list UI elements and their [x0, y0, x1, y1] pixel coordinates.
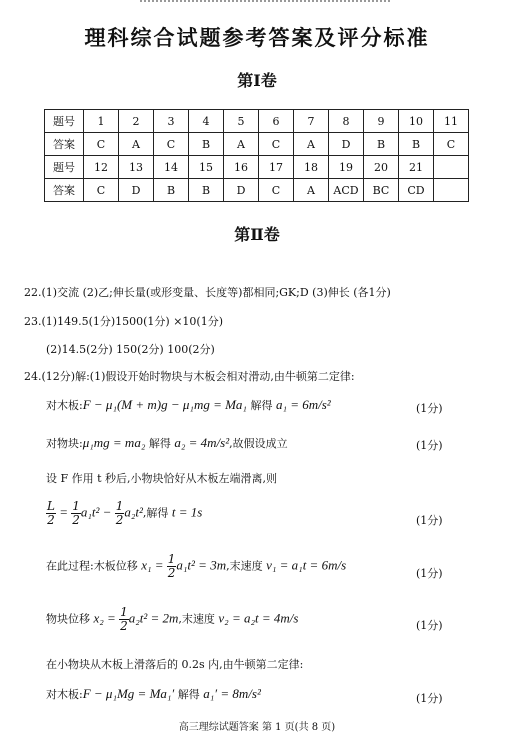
fraction [167, 553, 177, 580]
table-cell: C [434, 133, 469, 156]
score-label: (1分) [416, 619, 443, 632]
equation-result: t = 1s [171, 504, 203, 520]
table-cell: 8 [329, 110, 364, 133]
eq-block-displacement [46, 606, 298, 633]
table-cell: 9 [364, 110, 399, 133]
equation: F − μ₁Mg = Ma₁′ [82, 686, 175, 701]
score-label: (1分) [416, 514, 443, 527]
fraction-den: 2 [47, 513, 55, 527]
table-cell: BC [364, 179, 399, 202]
assumption-text: 设 F 作用 t 秒后,小物块恰好从木板左端滑离,则 [46, 472, 278, 485]
equation-result: a₁ = 6m/s² [275, 397, 331, 412]
eq-label: 对木板: [46, 688, 83, 701]
equation: μ₁mg = ma₂ [82, 435, 146, 450]
table-cell: 16 [224, 156, 259, 179]
q23-answer-2: (2)14.5(2分) 150(2分) 100(2分) [46, 343, 215, 356]
table-cell: 2 [119, 110, 154, 133]
table-cell: C [84, 179, 119, 202]
top-cut-border [140, 0, 390, 5]
table-cell: ACD [329, 179, 364, 202]
q22-answer: 22.(1)交流 (2)乙;伸长量(或形变量、长度等)都相同;GK;D (3)伸长 (各1分) [24, 286, 391, 299]
table-cell: B [189, 179, 224, 202]
fraction [46, 500, 56, 527]
eq-text: 解得 [174, 688, 204, 701]
equation: a₁t² − [80, 504, 115, 520]
eq-board-displacement [46, 553, 346, 580]
table-cell: 1 [84, 110, 119, 133]
table-cell: C [259, 133, 294, 156]
eq-label: 对木板: [46, 399, 83, 412]
eq-label: 在此过程:木板位移 [46, 559, 142, 573]
table-cell: A [224, 133, 259, 156]
table-cell: D [119, 179, 154, 202]
table-cell: 4 [189, 110, 224, 133]
fraction-num: 1 [167, 552, 176, 566]
table-cell: 答案 [45, 179, 84, 202]
table-cell: 12 [84, 156, 119, 179]
table-cell: 20 [364, 156, 399, 179]
equation: x₂ = [93, 610, 120, 626]
table-cell: B [189, 133, 224, 156]
section-heading-1: 第Ⅰ卷 [237, 71, 277, 90]
table-cell: 13 [119, 156, 154, 179]
table-cell: C [154, 133, 189, 156]
page-footer: 高三理综试题答案 第 1 页(共 8 页) [178, 722, 336, 733]
eq-text: ,解得 [142, 506, 172, 520]
eq-text: ,末速度 [226, 559, 267, 573]
fraction-num: 1 [72, 499, 80, 513]
table-cell: 14 [154, 156, 189, 179]
fraction-den: 2 [72, 513, 80, 527]
answer-table [44, 109, 469, 202]
eq-label: 物块位移 [46, 612, 94, 626]
table-cell: D [329, 133, 364, 156]
equation: v₁ = a₁t = 6m/s [266, 557, 347, 573]
table-cell: 7 [294, 110, 329, 133]
page-title: 理科综合试题参考答案及评分标准 [84, 25, 430, 50]
table-cell: 11 [434, 110, 469, 133]
table-cell: D [224, 179, 259, 202]
eq-board-2 [46, 686, 261, 702]
fraction-num: L [47, 499, 55, 513]
fraction-den: 2 [115, 513, 124, 527]
equation: a₁t² = 3m [176, 557, 227, 573]
equation: a₂t² = 2m [128, 610, 179, 626]
eq-board-1 [46, 397, 331, 413]
eq-text: 解得 [145, 437, 175, 450]
table-cell: 6 [259, 110, 294, 133]
table-cell: B [154, 179, 189, 202]
fraction [115, 500, 125, 527]
table-cell: CD [399, 179, 434, 202]
score-label: (1分) [416, 402, 443, 415]
equation: v₂ = a₂t = 4m/s [218, 610, 299, 626]
table-row [45, 156, 469, 179]
table-cell: A [119, 133, 154, 156]
fraction-den: 2 [120, 619, 128, 633]
table-cell: 18 [294, 156, 329, 179]
fraction-num: 1 [115, 499, 124, 513]
table-row [45, 179, 469, 202]
table-cell: B [399, 133, 434, 156]
q23-answer-1: 23.(1)149.5(1分)1500(1分) ×10(1分) [24, 315, 224, 328]
table-cell: 10 [399, 110, 434, 133]
after-slide-text: 在小物块从木板上滑落后的 0.2s 内,由牛顿第二定律: [46, 658, 304, 671]
table-cell: 17 [259, 156, 294, 179]
table-cell: C [84, 133, 119, 156]
fraction [71, 500, 81, 527]
table-cell: 21 [399, 156, 434, 179]
eq-text: ,故假设成立 [229, 437, 288, 450]
fraction [119, 606, 129, 633]
table-cell: A [294, 179, 329, 202]
table-cell: 题号 [45, 110, 84, 133]
table-cell: B [364, 133, 399, 156]
score-label: (1分) [416, 692, 443, 705]
score-label: (1分) [416, 439, 443, 452]
equation: F − μ₁(M + m)g − μ₁mg = Ma₁ [82, 397, 247, 412]
table-cell: 题号 [45, 156, 84, 179]
eq-text: 解得 [246, 399, 276, 412]
eq-text: ,末速度 [178, 612, 219, 626]
eq-block-1 [46, 435, 288, 451]
equation: x₁ = [141, 557, 167, 573]
fraction-den: 2 [167, 566, 176, 580]
table-cell: C [259, 179, 294, 202]
equation: = [55, 504, 72, 520]
score-label: (1分) [416, 567, 443, 580]
table-cell [434, 179, 469, 202]
table-row [45, 133, 469, 156]
equation-result: a₁′ = 8m/s² [203, 686, 261, 701]
table-row [45, 110, 469, 133]
table-cell: A [294, 133, 329, 156]
eq-label: 对物块: [46, 437, 83, 450]
table-cell: 5 [224, 110, 259, 133]
q24-intro: 24.(12分)解:(1)假设开始时物块与木板会相对滑动,由牛顿第二定律: [24, 370, 355, 383]
equation: a₂t² [124, 504, 143, 520]
table-cell: 19 [329, 156, 364, 179]
table-cell [434, 156, 469, 179]
table-cell: 15 [189, 156, 224, 179]
eq-slide-off [46, 500, 202, 527]
table-cell: 答案 [45, 133, 84, 156]
equation-result: a₂ = 4m/s² [174, 435, 230, 450]
section-heading-2: 第Ⅱ卷 [234, 225, 280, 244]
fraction-num: 1 [120, 605, 128, 619]
table-cell: 3 [154, 110, 189, 133]
